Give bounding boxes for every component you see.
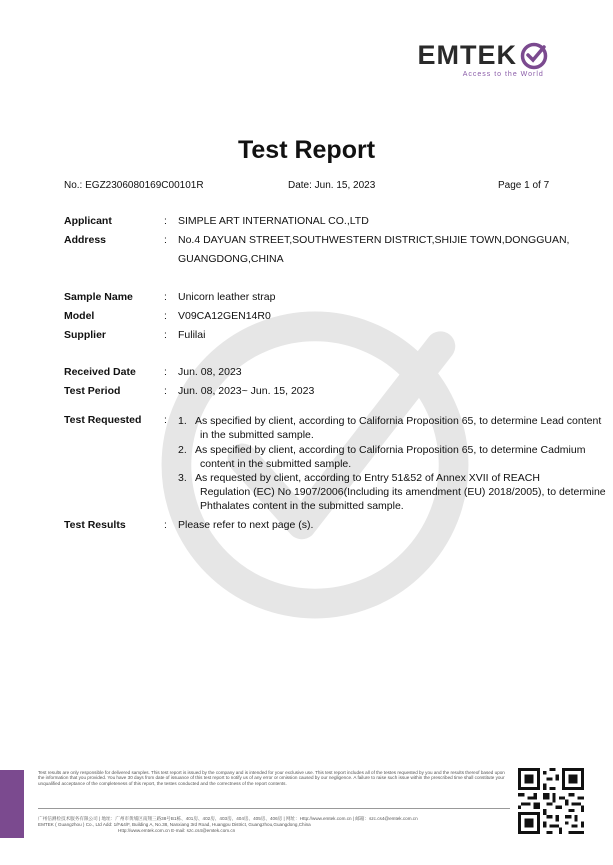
colon: : xyxy=(164,329,167,341)
logo-text: EMTEK xyxy=(417,40,517,70)
item-line: content in the submitted sample. xyxy=(200,458,352,470)
colon: : xyxy=(164,519,167,531)
item-line: Phthalates content in the submitted sample. xyxy=(200,500,404,512)
page-number: Page 1 of 7 xyxy=(498,180,550,191)
item-number: 2. xyxy=(178,444,187,456)
report-number: No.: EGZ2306080169C00101R xyxy=(64,180,204,191)
report-date: Date: Jun. 15, 2023 xyxy=(288,180,376,191)
colon: : xyxy=(164,414,167,426)
test-requested-label: Test Requested xyxy=(64,414,142,426)
colon: : xyxy=(164,215,167,227)
emtek-logo xyxy=(418,40,550,78)
received-date-label: Received Date xyxy=(64,366,136,378)
report-footer xyxy=(0,768,613,840)
footer-address xyxy=(38,816,510,834)
colon: : xyxy=(164,385,167,397)
emtek-check-circle-icon xyxy=(519,41,549,71)
supplier-value: Fulilai xyxy=(178,329,206,341)
item-line: As specified by client, according to California Proposition 65, to determine Cadmium xyxy=(195,444,586,456)
model-label: Model xyxy=(64,310,95,322)
sample-name-label: Sample Name xyxy=(64,291,133,303)
applicant-value: SIMPLE ART INTERNATIONAL CO.,LTD xyxy=(178,215,369,227)
item-line: Regulation (EC) No 1907/2006(Including its amendment (EU) 2018/2005), to determine xyxy=(200,486,606,498)
colon: : xyxy=(164,310,167,322)
footer-web-email: Http://www.emtek.com.cn E-mail: szc.cs4@emtek.com.cn xyxy=(118,828,236,833)
footer-address-cn: 广州信测检技术服务有限公司 | 地址：广州市黄埔区南翔三路38号B1栋、401房、402房、403房、404房、405房、406房 | 网址：Http://www.emtek.com.cn | 邮箱：szc.cs4@emtek.com.cn xyxy=(38,816,418,821)
address-line-1: No.4 DAYUAN STREET,SOUTHWESTERN DISTRICT,SHIJIE TOWN,DONGGUAN, xyxy=(178,234,570,246)
footer-disclaimer: Test results are only responsible for delivered samples. This test report is issued by the company and is intended for your exclusive use. This test report includes all of the testes requested by you and the results thereof based upon the information that you provided. You have 30 days from date of issuance of this test report to notify us of any error or omission caused by our negligence. A failure to raise such issue within the prescribed time shall constitute your unqualified acceptance of the completeness of this report, the testes conducted and the correctness of the report contents. xyxy=(38,770,505,786)
address-line-2: GUANGDONG,CHINA xyxy=(178,253,284,265)
address-label: Address xyxy=(64,234,107,246)
logo-tagline: Access to the World xyxy=(462,71,544,78)
footer-address-en: EMTEK ( Guangzhou ) Co., Ltd Add: 1/F&4/F, Building A, No.38, Nanxiang 3rd Road, Huangpu District, Guangzhou,Guangdong,China xyxy=(38,822,311,827)
item-line: As specified by client, according to California Proposition 65, to determine Lead content xyxy=(195,415,602,427)
report-title: Test Report xyxy=(237,136,376,164)
supplier-label: Supplier xyxy=(64,329,107,341)
received-date-value: Jun. 08, 2023 xyxy=(178,366,242,378)
test-results-label: Test Results xyxy=(64,519,126,531)
model-value: V09CA12GEN14R0 xyxy=(178,310,271,322)
item-number: 3. xyxy=(178,472,187,484)
test-period-value: Jun. 08, 2023~ Jun. 15, 2023 xyxy=(178,385,315,397)
colon: : xyxy=(164,291,167,303)
colon: : xyxy=(164,366,167,378)
applicant-label: Applicant xyxy=(64,215,112,227)
item-number: 1. xyxy=(178,415,187,427)
footer-divider xyxy=(38,808,510,809)
sample-name-value: Unicorn leather strap xyxy=(178,291,276,303)
footer-accent-bar xyxy=(0,770,24,838)
colon: : xyxy=(164,234,167,246)
test-results-value: Please refer to next page (s). xyxy=(178,519,314,531)
item-line: in the submitted sample. xyxy=(200,429,314,441)
qr-code-icon xyxy=(518,768,584,834)
item-line: As requested by client, according to Entry 51&52 of Annex XVII of REACH xyxy=(195,472,540,484)
test-period-label: Test Period xyxy=(64,385,121,397)
